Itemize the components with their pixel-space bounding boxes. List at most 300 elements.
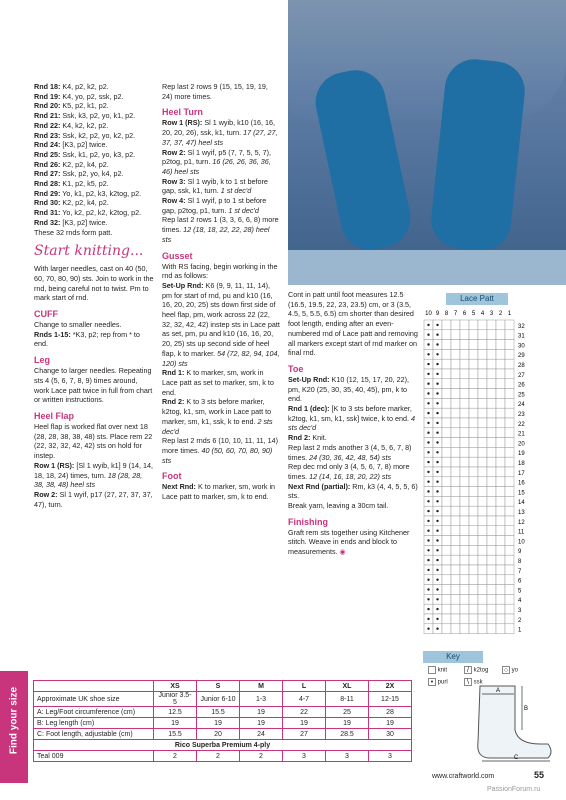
table-cell: 19: [240, 718, 283, 729]
chart-cell: [478, 604, 487, 614]
chart-cell: [478, 565, 487, 575]
chart-row-number: 14: [518, 500, 525, 507]
t-rnd1-count: 4 sts dec'd: [288, 413, 416, 433]
chart-cell: [496, 359, 505, 369]
gusset-rnd1: [162, 368, 280, 397]
chart-cell: [451, 447, 460, 457]
chart-cell: [469, 594, 478, 604]
row-label: C: Foot length, adjustable (cm): [34, 729, 154, 740]
chart-cell: [478, 389, 487, 399]
chart-cell: [487, 594, 496, 604]
chart-cell: [451, 467, 460, 477]
chart-cell: [505, 467, 514, 477]
chart-cell: [469, 604, 478, 614]
ht-row4-count: 1 st dec'd: [228, 205, 259, 215]
chart-cell: [487, 624, 496, 634]
chart-cell: [496, 506, 505, 516]
table-cell: 15.5: [154, 729, 197, 740]
purl-stitch: [436, 598, 438, 600]
round-line: [34, 92, 154, 102]
leg-text: Change to larger needles. Repeating sts 4 (5, 6, 7, 8, 9) times around, work Lace patt twice in full from chart or written instructions.: [34, 366, 153, 405]
chart-cell: [460, 447, 469, 457]
find-your-size-sidebar: [0, 671, 28, 783]
round-line: [34, 179, 154, 189]
table-cell: 19: [240, 707, 283, 718]
chart-cell: [469, 536, 478, 546]
round-label: Rnd 31:: [34, 208, 61, 218]
chart-cell: [451, 487, 460, 497]
end-marker-icon: ◉: [339, 547, 346, 557]
chart-cell: [442, 320, 451, 330]
chart-cell: [469, 389, 478, 399]
table-cell: 15.5: [197, 707, 240, 718]
chart-cell: [478, 369, 487, 379]
chart-cell: [478, 624, 487, 634]
purl-stitch: [427, 353, 429, 355]
chart-row-number: 7: [518, 568, 522, 575]
t-next-label: Next Rnd (partial):: [288, 481, 351, 491]
round-text: K2, p2, k4, p2.: [62, 159, 109, 169]
round-text: K1, p2, k5, p2.: [62, 179, 109, 189]
table-cell: 28.5: [326, 729, 369, 740]
chart-cell: [451, 457, 460, 467]
purl-stitch: [436, 520, 438, 522]
purl-stitch: [436, 588, 438, 590]
header-cell: 2X: [369, 681, 412, 692]
row-label: Teal 009: [34, 751, 154, 762]
chart-cell: [442, 536, 451, 546]
table-cell: 19: [326, 718, 369, 729]
chart-row-number: 26: [518, 382, 525, 389]
chart-cell: [487, 340, 496, 350]
chart-cell: [460, 565, 469, 575]
chart-cell: [451, 496, 460, 506]
chart-cell: [460, 330, 469, 340]
chart-cell: [505, 330, 514, 340]
chart-cell: [442, 330, 451, 340]
chart-cell: [460, 624, 469, 634]
chart-cell: [478, 585, 487, 595]
chart-cell: [451, 359, 460, 369]
purl-stitch: [436, 510, 438, 512]
chart-cell: [460, 496, 469, 506]
g-rep-count: 40 (50, 60, 70, 80, 90) sts: [162, 445, 273, 465]
t-rep2-count: 12 (14, 16, 18, 20, 22) sts: [309, 471, 392, 481]
chart-cell: [496, 349, 505, 359]
purl-stitch: [436, 353, 438, 355]
chart-cell: [460, 604, 469, 614]
chart-cell: [505, 349, 514, 359]
purl-stitch: [436, 373, 438, 375]
chart-cell: [478, 477, 487, 487]
round-label: Rnd 18:: [34, 82, 61, 91]
chart-cell: [469, 359, 478, 369]
chart-cell: [442, 447, 451, 457]
heel-flap-row2: [34, 490, 154, 509]
purl-stitch: [436, 412, 438, 414]
purl-stitch: [436, 559, 438, 561]
chart-col-number: 7: [453, 311, 458, 317]
gusset-rnd2: [162, 397, 280, 436]
chart-cell: [442, 624, 451, 634]
purl-stitch: [427, 539, 429, 541]
chart-cell: [478, 349, 487, 359]
table-header-row: [34, 681, 412, 692]
yarn-row: [34, 740, 412, 751]
chart-cell: [496, 516, 505, 526]
row-label: Approximate UK shoe size: [34, 692, 154, 707]
purl-stitch: [427, 530, 429, 532]
chart-cell: [442, 389, 451, 399]
gusset-heading: Gusset: [162, 250, 193, 261]
chart-cell: [496, 604, 505, 614]
chart-cell: [487, 477, 496, 487]
purl-stitch: [427, 490, 429, 492]
chart-cell: [442, 408, 451, 418]
chart-cell: [460, 575, 469, 585]
chart-cell: [469, 349, 478, 359]
round-label: Rnd 25:: [34, 149, 61, 159]
toe-rep2: [288, 462, 418, 481]
round-label: Rnd 32:: [34, 217, 61, 227]
purl-stitch: [427, 334, 429, 336]
chart-cell: [478, 379, 487, 389]
chart-cell: [505, 604, 514, 614]
column-1: [34, 82, 154, 509]
table-cell: 12-15: [369, 692, 412, 707]
chart-cell: [451, 398, 460, 408]
chart-cell: [496, 624, 505, 634]
ht-rep-text: Rep last 2 rows 1 (3, 3, 6, 6, 8) more times.: [162, 215, 279, 235]
header-cell: XS: [154, 681, 197, 692]
g-rnd1-text: K to marker, sm, work in Lace patt as set to marker, sm, k to end.: [162, 368, 274, 397]
chart-cell: [442, 506, 451, 516]
chart-cell: [487, 398, 496, 408]
key-k2tog: / k2tog: [464, 666, 488, 674]
chart-cell: [451, 604, 460, 614]
chart-cell: [469, 379, 478, 389]
chart-cell: [460, 536, 469, 546]
chart-cell: [469, 447, 478, 457]
chart-cell: [442, 565, 451, 575]
chart-cell: [487, 545, 496, 555]
key-purl: • purl: [428, 678, 448, 686]
chart-cell: [496, 428, 505, 438]
chart-cell: [487, 408, 496, 418]
chart-row-number: 4: [518, 598, 522, 605]
table-row: [34, 751, 412, 762]
ht-row3: [162, 177, 280, 196]
chart-cell: [460, 438, 469, 448]
chart-cell: [442, 340, 451, 350]
g-rnd1-label: Rnd 1:: [162, 368, 185, 378]
purl-stitch: [436, 432, 438, 434]
chart-row-number: 18: [518, 461, 525, 467]
footer-url[interactable]: www.craftworld.com: [432, 773, 495, 780]
t-rep-text: Rep last 2 rnds another 3 (4, 5, 6, 7, 8) times.: [288, 442, 412, 462]
round-text: K5, p2, k1, p2.: [62, 101, 109, 111]
chart-cell: [487, 320, 496, 330]
gusset-setup: [162, 281, 280, 368]
chart-cell: [505, 545, 514, 555]
chart-cell: [496, 614, 505, 624]
chart-cell: [460, 457, 469, 467]
key-title: Key: [423, 651, 483, 663]
chart-row-number: 16: [518, 480, 525, 487]
chart-col-number: 1: [507, 311, 512, 317]
chart-cell: [496, 575, 505, 585]
chart-cell: [505, 536, 514, 546]
chart-cell: [478, 467, 487, 477]
chart-cell: [478, 575, 487, 585]
round-line: [34, 189, 154, 199]
chart-cell: [469, 428, 478, 438]
purl-stitch: [427, 451, 429, 453]
chart-cell: [460, 477, 469, 487]
chart-cell: [442, 398, 451, 408]
chart-row-number: 9: [518, 549, 522, 556]
toe-rep: [288, 443, 418, 462]
round-label: Rnd 28:: [34, 179, 61, 189]
chart-cell: [469, 526, 478, 536]
foot-label: Next Rnd:: [162, 482, 196, 492]
chart-cell: [505, 379, 514, 389]
chart-cell: [505, 408, 514, 418]
purl-stitch: [436, 549, 438, 551]
chart-cell: [487, 555, 496, 565]
ht-row2-text: Sl 1 wyif, p5 (7, 7, 5, 5, 7), p2tog, p1, turn.: [162, 147, 272, 167]
round-text: Ssk, p2, yo, k4, p2.: [62, 169, 124, 179]
purl-stitch: [427, 461, 429, 463]
chart-cell: [451, 320, 460, 330]
chart-cell: [478, 506, 487, 516]
chart-cell: [478, 457, 487, 467]
purl-stitch: [436, 608, 438, 610]
table-cell: 30: [369, 729, 412, 740]
chart-cell: [496, 418, 505, 428]
chart-cell: [442, 585, 451, 595]
heel-flap-row1: [34, 461, 154, 490]
chart-cell: [451, 545, 460, 555]
round-line: [34, 218, 154, 228]
chart-cell: [469, 330, 478, 340]
chart-cell: [496, 369, 505, 379]
purl-stitch: [436, 334, 438, 336]
chart-cell: [451, 585, 460, 595]
ht-row2-label: Row 2:: [162, 147, 186, 157]
heel-rep-text: Rep last 2 rows 9 (15, 15, 19, 19, 24) more times.: [162, 82, 268, 101]
chart-cell: [505, 428, 514, 438]
chart-cell: [478, 398, 487, 408]
chart-row-number: 5: [518, 588, 522, 595]
purl-stitch: [436, 441, 438, 443]
chart-cell: [487, 349, 496, 359]
t-rep2-text: Rep dec rnd only 3 (4, 5, 6, 7, 8) more times.: [288, 462, 410, 481]
purl-stitch: [427, 549, 429, 551]
chart-cell: [478, 408, 487, 418]
chart-cell: [487, 428, 496, 438]
chart-row-number: 11: [518, 529, 525, 536]
yarn-name: Rico Superba Premium 4-ply: [34, 740, 412, 751]
chart-cell: [469, 487, 478, 497]
ht-row3-text: Sl 1 wyib, k to 1 st before gap, ssk, k1, turn.: [162, 176, 268, 196]
chart-cell: [478, 536, 487, 546]
round-label: Rnd 26:: [34, 159, 61, 169]
chart-cell: [505, 565, 514, 575]
chart-cell: [478, 359, 487, 369]
chart-cell: [496, 447, 505, 457]
chart-cell: [487, 389, 496, 399]
purl-stitch: [427, 392, 429, 394]
chart-cell: [496, 408, 505, 418]
chart-cell: [478, 526, 487, 536]
purl-stitch: [436, 579, 438, 581]
purl-stitch: [427, 432, 429, 434]
chart-row-number: 22: [518, 421, 525, 428]
leg-heading: Leg: [34, 355, 51, 366]
row1-label: Row 1 (RS):: [34, 460, 75, 470]
chart-cell: [442, 467, 451, 477]
purl-stitch: [427, 471, 429, 473]
chart-cell: [460, 614, 469, 624]
chart-cell: [442, 614, 451, 624]
chart-cell: [487, 447, 496, 457]
table-row: [34, 718, 412, 729]
table-cell: Junior 6-10: [197, 692, 240, 707]
ht-row3-label: Row 3:: [162, 176, 186, 186]
table-row: [34, 692, 412, 707]
chart-cell: [496, 545, 505, 555]
purl-stitch: [436, 422, 438, 424]
chart-col-number: 5: [471, 311, 476, 317]
chart-cell: [496, 457, 505, 467]
chart-cell: [460, 418, 469, 428]
chart-cell: [442, 359, 451, 369]
label-c: C: [514, 755, 519, 761]
chart-row-number: 21: [518, 431, 525, 438]
header-cell: XL: [326, 681, 369, 692]
purl-stitch: [436, 402, 438, 404]
chart-row-number: 28: [518, 363, 525, 369]
chart-cell: [451, 624, 460, 634]
cuff-rnds: [34, 330, 154, 349]
chart-cell: [451, 477, 460, 487]
chart-cell: [442, 604, 451, 614]
chart-cell: [487, 565, 496, 575]
chart-row-number: 24: [518, 402, 525, 409]
ht-row1-count: 17 (27, 27, 37, 37, 47) heel sts: [162, 128, 278, 147]
chart-cell: [505, 614, 514, 624]
chart-cell: [505, 624, 514, 634]
chart-cell: [442, 349, 451, 359]
chart-cell: [460, 487, 469, 497]
row2-label: Row 2:: [34, 489, 58, 499]
chart-row-number: 25: [518, 392, 525, 399]
key-k2tog-label: k2tog: [473, 667, 489, 674]
chart-cell: [478, 516, 487, 526]
chart-cell: [487, 604, 496, 614]
key-yo: ○ yo: [503, 667, 519, 674]
chart-row-number: 27: [518, 372, 525, 379]
purl-stitch: [436, 383, 438, 385]
header-cell: S: [197, 681, 240, 692]
patt-note: These 32 rnds form patt.: [34, 227, 113, 237]
sock-outline: [478, 686, 551, 758]
chart-cell: [469, 585, 478, 595]
page-number: 55: [534, 770, 545, 780]
purl-stitch: [427, 510, 429, 512]
round-line: [34, 198, 154, 208]
round-line: [34, 111, 154, 121]
round-text: [K3, p2] twice.: [62, 140, 108, 150]
gusset-rep: [162, 436, 280, 465]
purl-stitch: [427, 441, 429, 443]
chart-cell: [460, 379, 469, 389]
toe-rnd1: [288, 404, 418, 433]
round-label: Rnd 19:: [34, 91, 61, 101]
chart-cell: [460, 585, 469, 595]
foot-text: K to marker, sm, work in Lace patt to marker, sm, k to end.: [162, 482, 276, 502]
chart-cell: [487, 614, 496, 624]
chart-cell: [469, 516, 478, 526]
start-knitting-heading: Start knitting...: [34, 243, 144, 260]
chart-cell: [487, 487, 496, 497]
toe-setup: [288, 375, 418, 404]
chart-cell: [505, 575, 514, 585]
key-ssk-label: ssk: [473, 679, 483, 686]
purl-stitch: [427, 500, 429, 502]
chart-cell: [469, 418, 478, 428]
chart-cell: [505, 506, 514, 516]
cuff-rnds-text: *K3, p2; rep from * to end.: [34, 329, 140, 349]
round-line: [34, 82, 154, 92]
chart-cell: [469, 369, 478, 379]
chart-cell: [460, 555, 469, 565]
chart-cell: [469, 496, 478, 506]
purl-stitch: [427, 618, 429, 620]
chart-cell: [478, 545, 487, 555]
heel-flap-text: Heel flap is worked flat over next 18 (28, 28, 38, 38, 48) sts. Place rem 22 (22, 32, 32, 42, 42) sts on hold for instep.: [34, 421, 153, 461]
chart-col-number: 8: [444, 311, 449, 317]
round-text: K4, yo, p2, ssk, p2.: [62, 91, 124, 101]
table-cell: 27: [283, 729, 326, 740]
round-line: [34, 150, 154, 160]
chart-cell: [451, 565, 460, 575]
table-cell: 1-3: [240, 692, 283, 707]
round-line: [34, 208, 154, 218]
header-cell: [34, 681, 154, 692]
chart-cell: [478, 614, 487, 624]
table-row: [34, 729, 412, 740]
chart-cell: [496, 594, 505, 604]
table-cell: 19: [197, 718, 240, 729]
chart-cell: [505, 418, 514, 428]
table-cell: 2: [240, 751, 283, 762]
table-cell: 24: [240, 729, 283, 740]
setup-text: K6 (9, 9, 11, 11, 14), pm for start of rnd, pu and k10 (16, 16, 20, 20, 25) sts down first side of heel flap, pm, work across 22 (22, 32, 32, 42, 42) instep sts in Lace patt as set, pm, pu and k10 (16, 16, 20, 20, 25) sts up second side of heel flap, k to marker.: [162, 280, 280, 358]
chart-cell: [451, 340, 460, 350]
purl-stitch: [427, 412, 429, 414]
chart-cell: [442, 575, 451, 585]
chart-col-number: 2: [498, 311, 503, 317]
chart-cell: [460, 389, 469, 399]
chart-title: Lace Patt: [446, 293, 508, 305]
chart-cell: [478, 487, 487, 497]
round-label: Rnd 27:: [34, 169, 61, 179]
chart-cell: [496, 438, 505, 448]
table-cell: 3: [326, 751, 369, 762]
table-cell: 12.5: [154, 707, 197, 718]
